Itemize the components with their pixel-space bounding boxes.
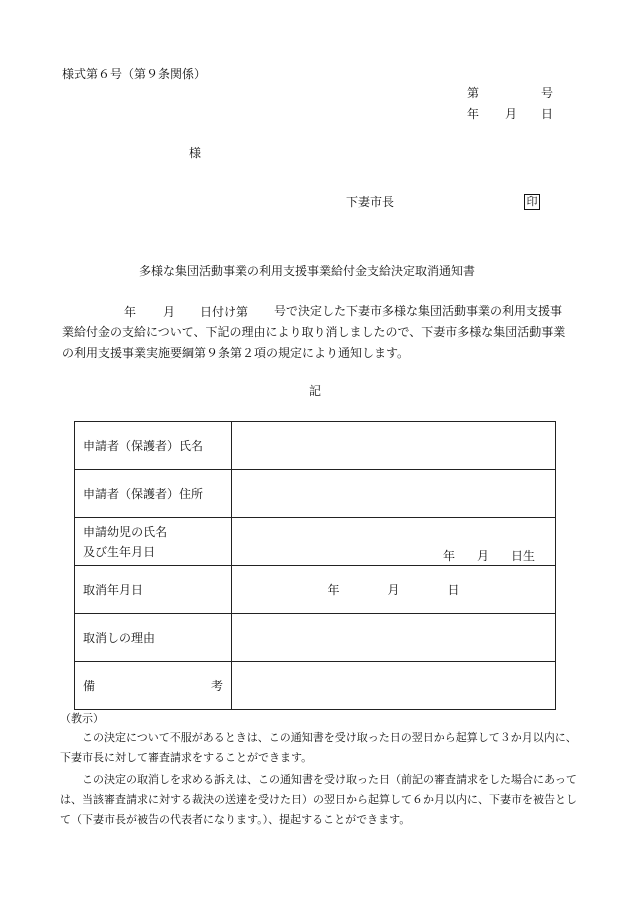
child-label-line2: 及び生年月日 — [83, 544, 156, 559]
doc-number-suffix: 号 — [541, 86, 554, 100]
date-day: 日 — [541, 107, 554, 121]
applicant-address-label: 申請者（保護者）住所 — [75, 470, 232, 518]
doc-number-prefix: 第 — [467, 86, 480, 100]
cancel-date-label: 取消年月日 — [75, 566, 232, 614]
form-number: 様式第６号（第９条関係） — [62, 67, 207, 81]
date-year: 年 — [467, 107, 480, 121]
addressee-suffix: 様 — [189, 146, 202, 160]
birth-day: 日生 — [510, 548, 535, 563]
body-month: 月 — [163, 305, 176, 319]
seal-mark: 印 — [524, 194, 540, 210]
instructions-heading: （教示） — [60, 712, 104, 725]
instructions-paragraph-1: この決定について不服があるときは、この通知書を受け取った日の翌日から起算して３か月以内に、下妻市長に対して審査請求をすることができます。 — [60, 731, 577, 764]
body-year: 年 — [124, 305, 137, 319]
cancel-day: 日 — [447, 583, 460, 597]
instructions-paragraph-2: この決定の取消しを求める訴えは、この通知書を受け取った日（前記の審査請求をした場合にあっては、当該審査請求に対する裁決の送達を受けた日）の翌日から起算して６か月以内に、下妻市を被告として（下妻市長が被告の代表者になります。）、提起することができます。 — [60, 773, 577, 826]
remarks-label: 備 考 — [75, 662, 232, 710]
document-title: 多様な集団活動事業の利用支援事業給付金支給決定取消通知書 — [139, 264, 476, 278]
cancel-month: 月 — [387, 583, 400, 597]
birth-month: 月 — [476, 548, 489, 563]
body-text: 号で決定した下妻市多様な集団活動事業の利用支援事業給付金の支給について、下記の理由により取り消しましたので、下妻市多様な集団活動事業の利用支援事業実施要綱第９条第２項の規定により通知します。 — [62, 304, 566, 360]
child-info-label — [75, 518, 232, 566]
applicant-name-label: 申請者（保護者）氏名 — [75, 422, 232, 470]
issuer-title: 下妻市長 — [346, 195, 395, 209]
cancel-reason-field[interactable] — [232, 614, 556, 662]
applicant-name-field[interactable] — [232, 422, 556, 470]
cancel-year: 年 — [327, 583, 340, 597]
child-label-line1: 申請幼児の氏名 — [83, 524, 168, 539]
child-info-field[interactable] — [232, 518, 556, 566]
cancel-reason-label: 取消しの理由 — [75, 614, 232, 662]
birth-year: 年 — [442, 548, 455, 563]
applicant-address-field[interactable] — [232, 470, 556, 518]
body-paragraph — [62, 301, 572, 364]
body-dated: 日付け第 — [200, 305, 249, 319]
cancel-date-field[interactable] — [232, 566, 556, 614]
cancellation-table — [74, 421, 556, 710]
remarks-field[interactable] — [232, 662, 556, 710]
ki-heading: 記 — [309, 384, 322, 398]
date-month: 月 — [505, 107, 518, 121]
